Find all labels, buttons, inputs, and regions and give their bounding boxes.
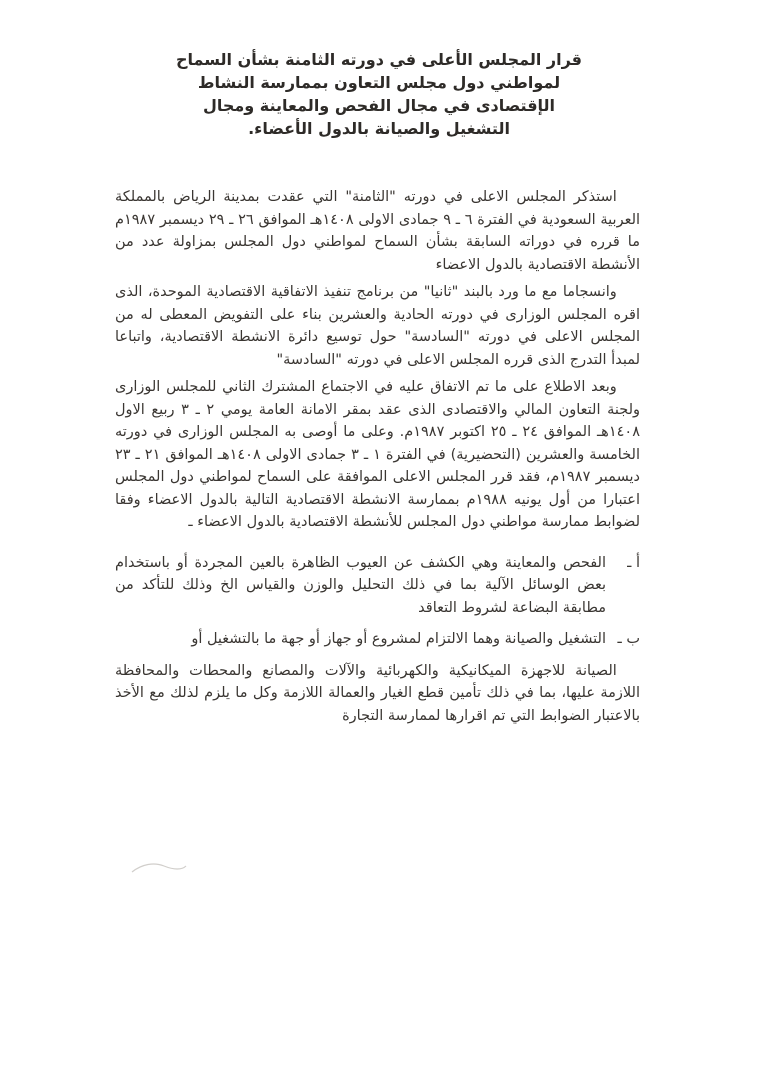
paragraph-recital-2: وانسجاما مع ما ورد بالبند "ثانيا" من برنامج تنفيذ الاتفاقية الاقتصادية الموحدة، الذى اقره المجلس الوزارى في دورته الحادية والعشرين بناء على التفويض المعطى له من المجلس الاعلى في دورته "السادسة" حول توسيع دائرة الانشطة الاقتصادية، واتباعا لمبدأ التدرج الذى قرره المجلس الاعلى في دورته "السادسة" [115,284,640,368]
paragraph-decision: وبعد الاطلاع على ما تم الاتفاق عليه في الاجتماع المشترك الثاني للمجلس الوزارى ولجنة التعاون المالي والاقتصادى الذى عقد بمقر الامانة العامة يومي ٢ ـ ٣ ربيع الاول ١٤٠٨هـ الموافق ٢٤ ـ ٢٥ اكتوبر ١٩٨٧م. وعلى ما أوصى به المجلس الوزارى في دورته الخامسة والعشرين (التحضيرية) في الفترة ١ ـ ٣ جمادى الاولى ١٤٠٨هـ الموافق ٢١ ـ ٢٣ ديسمبر ١٩٨٧م، فقد قرر المجلس الاعلى الموافقة على السماح لمواطني دول المجلس اعتبارا من أول يونيه ١٩٨٨م بممارسة الانشطة الاقتصادية التالية بالدول الاعضاء وفقا لضوابط ممارسة مواطني دول المجلس للأنشطة الاقتصادية بالدول الاعضاء ـ [115,379,641,530]
paragraph-continuation: الصيانة للاجهزة الميكانيكية والكهربائية والآلات والمصانع والمحطات والمحافظة اللازمة عليها، بما في ذلك تأمين قطع الغيار والعمالة اللازمة وكل ما يلزم لذلك مع الأخذ بالاعتبار الضوابط التي تم اقرارها لممارسة التجارة [115,662,640,724]
title-line-1: قرار المجلس الأعلى في دورته الثامنة بشأن السماح [175,50,583,69]
document-body [115,186,640,732]
title-line-2: لمواطني دول مجلس التعاون بممارسة النشاط [197,73,561,92]
list-item-inspection [115,552,640,620]
paragraph-recital-1: استذكر المجلس الاعلى في دورته "الثامنة" التي عقدت بمدينة الرياض بالمملكة العربية السعودية في الفترة ٦ ـ ٩ جمادى الاولى ١٤٠٨هـ الموافق ٢٦ ـ ٢٩ ديسمبر ١٩٨٧م ما قرره في دوراته السابقة بشأن السماح لمواطني دول المجلس بمزاولة عدد من الأنشطة الاقتصادية بالدول الاعضاء [115,189,641,273]
list-item-operation [115,628,640,651]
title-line-3: الإقتصادى في مجال الفحص والمعاينة ومجال [202,96,556,115]
activities-list [115,552,640,651]
title-line-4: التشغيل والصيانة بالدول الأعضاء. [248,119,510,138]
document-title [0,48,758,140]
list-text-inspection: الفحص والمعاينة وهي الكشف عن العيوب الظاهرة بالعين المجردة أو باستخدام بعض الوسائل الآلية بما في ذلك التحليل والوزن والقياس الخ وذلك للتأكد من مطابقة البضاعة لشروط التعاقد [115,554,606,616]
list-marker-b: ب ـ [617,631,640,647]
list-text-operation: التشغيل والصيانة وهما الالتزام لمشروع أو جهاز أو جهة ما بالتشغيل أو [191,631,606,647]
scan-artifact-mark [128,858,188,878]
list-marker-a: أ ـ [627,554,640,571]
